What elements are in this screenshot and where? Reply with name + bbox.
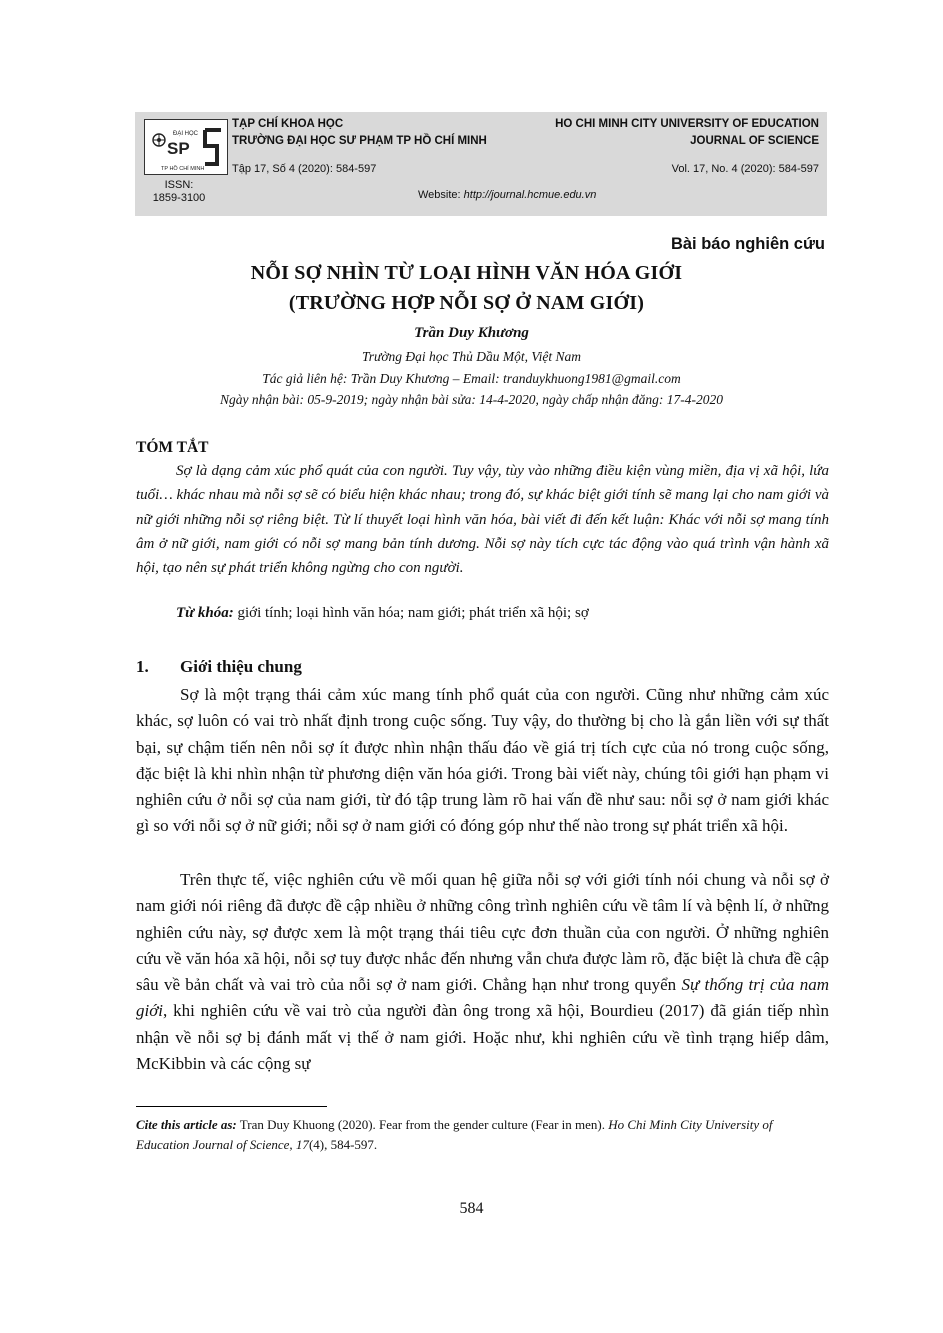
abstract-text: Sợ là dạng cảm xúc phổ quát của con người. Tuy vậy, tùy vào những điều kiện vùng miền, địa vị xã hội, lứa tuổi… khác nhau mà nỗi sợ sẽ có biểu hiện khác nhau; trong đó, sự khác biệt giới tính sẽ mang lại cho nam giới và nữ giới những nỗi sợ riêng biệt. Từ lí thuyết loại hình văn hóa, bài viết đi đến kết luận: Khác với nỗi sợ mang tính âm ở nữ giới, nam giới có nỗi sợ mang bản tính dương. Nỗi sợ này tích cực tác động vào quá trình vận hành xã hội, tạo nên sự phát triển không ngừng cho con người.: [136, 463, 829, 577]
body-paragraph: Sợ là một trạng thái cảm xúc mang tính phổ quát của con người. Cũng như những cảm xúc khác, sợ luôn có vai trò nhất định trong cuộc sống. Tuy vậy, do thường bị cho là gắn liền với sự thất bại, sự chậm tiến nên nỗi sợ ít được nhìn nhận thấu đáo về giá trị tích cực của nó trong cuộc sống, đặc biệt là khi nhìn nhận từ phương diện văn hóa giới. Trong bài viết này, chúng tôi giới hạn phạm vi nghiên cứu ở nỗi sợ của nam giới, từ đó tập trung làm rõ hai vấn đề như sau: nỗi sợ ở nam giới khác gì so với nỗi sợ ở nữ giới; nỗi sợ ở nam giới có đóng góp như thế nào trong sự phát triển xã hội.: [136, 685, 829, 836]
volume-info-en: Vol. 17, No. 4 (2020): 584-597: [671, 163, 819, 175]
author-name: Trần Duy Khương: [414, 325, 529, 341]
paragraph-text: , khi nghiên cứu về vai trò của người đàn ông trong xã hội, Bourdieu (2017) đã gián tiếp nhìn nhận về nỗi sợ bị đánh mất vị thế ở nam giới. Hoặc như, khi nghiên cứu về tình trạng hiếp dâm, McKibbin và các cộng sự: [136, 1001, 829, 1074]
citation-text: Tran Duy Khuong (2020). Fear from the gender culture (Fear in men).: [236, 1117, 609, 1132]
website-label: Website:: [418, 189, 461, 201]
footnote-divider: [136, 1106, 327, 1107]
author-affiliation: Trường Đại học Thủ Dầu Một, Việt Nam: [361, 349, 582, 364]
keywords-label: Từ khóa:: [176, 605, 234, 621]
issn: [139, 179, 219, 205]
section-title: Giới thiệu chung: [180, 657, 302, 676]
corresponding-author: Tác giả liên hệ: Trần Duy Khương – Email: tranduykhuong1981@gmail.com: [262, 371, 681, 386]
hcmue-logo-icon: [145, 120, 229, 176]
journal-name-en: JOURNAL OF SCIENCE: [690, 135, 819, 147]
citation-issue: (4), 584-597.: [308, 1137, 378, 1152]
paragraph-text: Trên thực tế, việc nghiên cứu về mối quan hệ giữa nỗi sợ với giới tính nói chung và nỗi sợ ở nam giới nói riêng đã được đề cập nhiều ở những công trình nghiên cứu về tâm lí và bệnh lí, ở những nghiên cứu này, sợ được xem là một trạng thái tiêu cực đơn thuần của con người. Ở những nghiên cứu về văn hóa xã hội, nỗi sợ tuy được nhắc đến nhưng vẫn chưa được làm rõ, đặc biệt là chưa đề cập sâu về bản chất và vai trò của nỗi sợ ở nam giới. Chẳng hạn như trong quyển: [136, 870, 829, 995]
issn-value: 1859-3100: [152, 192, 206, 204]
issn-label: ISSN:: [164, 179, 194, 191]
citation-label: Cite this article as:: [136, 1117, 237, 1132]
article-type: Bài báo nghiên cứu: [670, 235, 825, 253]
abstract-heading: TÓM TẮT: [136, 439, 209, 456]
journal-website: [418, 189, 596, 201]
section-heading: [136, 657, 302, 677]
article-title-line-1: NỖI SỢ NHÌN TỪ LOẠI HÌNH VĂN HÓA GIỚI: [250, 262, 683, 284]
keywords: [176, 605, 589, 622]
university-name-en: HO CHI MINH CITY UNIVERSITY OF EDUCATION: [555, 118, 819, 130]
submission-dates: Ngày nhận bài: 05-9-2019; ngày nhận bài sửa: 14-4-2020, ngày chấp nhận đăng: 17-4-2020: [219, 392, 724, 407]
book-title: Sự thống trị của nam giới: [136, 975, 829, 1021]
keywords-list: giới tính; loại hình văn hóa; nam giới; phát triển xã hội; sợ: [233, 605, 589, 621]
svg-text:SP: SP: [167, 139, 190, 158]
svg-text:TP HỒ CHÍ MINH: TP HỒ CHÍ MINH: [161, 166, 205, 172]
svg-text:ĐẠI HỌC: ĐẠI HỌC: [173, 131, 199, 137]
journal-logo: [144, 119, 228, 175]
page-number: 584: [459, 1200, 484, 1217]
university-name-vn: TRƯỜNG ĐẠI HỌC SƯ PHẠM TP HỒ CHÍ MINH: [232, 135, 487, 147]
body-paragraph: [136, 867, 829, 1077]
citation-journal: Ho Chi Minh City University of Education Journal of Science, 17: [136, 1117, 773, 1152]
volume-info-vn: Tập 17, Số 4 (2020): 584-597: [232, 163, 377, 175]
citation-footnote: [136, 1115, 829, 1155]
section-number: 1.: [136, 657, 149, 676]
journal-header: [135, 112, 827, 216]
website-link[interactable]: http://journal.hcmue.edu.vn: [463, 189, 597, 201]
article-title-line-2: (TRƯỜNG HỢP NỖI SỢ Ở NAM GIỚI): [288, 292, 645, 314]
journal-name-vn: TẠP CHÍ KHOA HỌC: [232, 118, 344, 130]
